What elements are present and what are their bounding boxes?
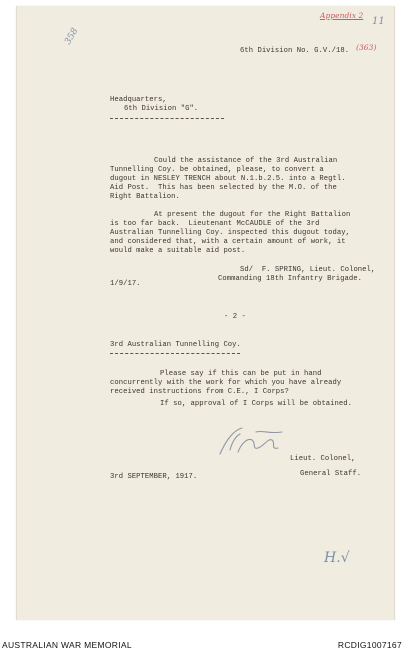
paragraph-line: concurrently with the work for which you have already <box>110 379 342 387</box>
footer-catalogue-id: RCDIG1007167 <box>337 640 402 650</box>
reference-bracket-annotation: (363) <box>356 43 377 52</box>
address-line-2: 6th Division "G". <box>124 105 199 113</box>
signature-name: Sd/ F. SPRING, Lieut. Colonel, <box>240 266 376 274</box>
appendix-annotation: Appendix 2 <box>320 11 364 20</box>
paragraph-line: Aid Post. This has been selected by the M.O. of the <box>110 184 337 192</box>
paragraph-line: Australian Tunnelling Coy. inspected this dugout today, <box>110 229 350 237</box>
paragraph-line: received instructions from C.E., I Corps? <box>110 388 289 396</box>
paragraph-line: At present the dugout for the Right Battalion <box>154 211 351 219</box>
paragraph-line: dugout in NESLEY TRENCH about N.1.b.2.5. into a Regtl. <box>110 175 346 183</box>
paragraph-line: Please say if this can be put in hand <box>160 370 322 378</box>
paragraph-line: would make a suitable aid post. <box>110 247 246 255</box>
paragraph-line: Right Battalion. <box>110 193 180 201</box>
recipient-underline <box>110 353 240 354</box>
address-underline <box>110 118 224 119</box>
second-date: 3rd SEPTEMBER, 1917. <box>110 473 198 481</box>
document-page <box>16 6 395 620</box>
first-date: 1/9/17. <box>110 280 141 288</box>
page-number-annotation: 11 <box>372 16 385 27</box>
folio-number-annotation: 358 <box>63 26 81 47</box>
paragraph-line: is too far back. Lieutenant McCAUDLE of the 3rd <box>110 220 320 228</box>
paragraph-line: Could the assistance of the 3rd Australian <box>154 157 338 165</box>
division-reference: 6th Division No. G.V./18. <box>240 47 350 55</box>
address-line-1: Headquarters, <box>110 96 167 104</box>
signatory-rank: Lieut. Colonel, <box>290 455 356 463</box>
section-number: - 2 - <box>224 313 246 321</box>
recipient-line: 3rd Australian Tunnelling Coy. <box>110 341 241 349</box>
signature-command: Commanding 18th Infantry Brigade. <box>218 275 362 283</box>
signatory-role: General Staff. <box>300 470 362 478</box>
check-mark-annotation: H.√ <box>324 550 350 566</box>
paragraph-line: Tunnelling Coy. be obtained, please, to convert a <box>110 166 324 174</box>
handwritten-signature <box>212 420 292 462</box>
approval-line: If so, approval of I Corps will be obtained. <box>160 400 352 408</box>
footer-source: AUSTRALIAN WAR MEMORIAL <box>2 640 132 650</box>
paragraph-line: and considered that, with a certain amount of work, it <box>110 238 346 246</box>
